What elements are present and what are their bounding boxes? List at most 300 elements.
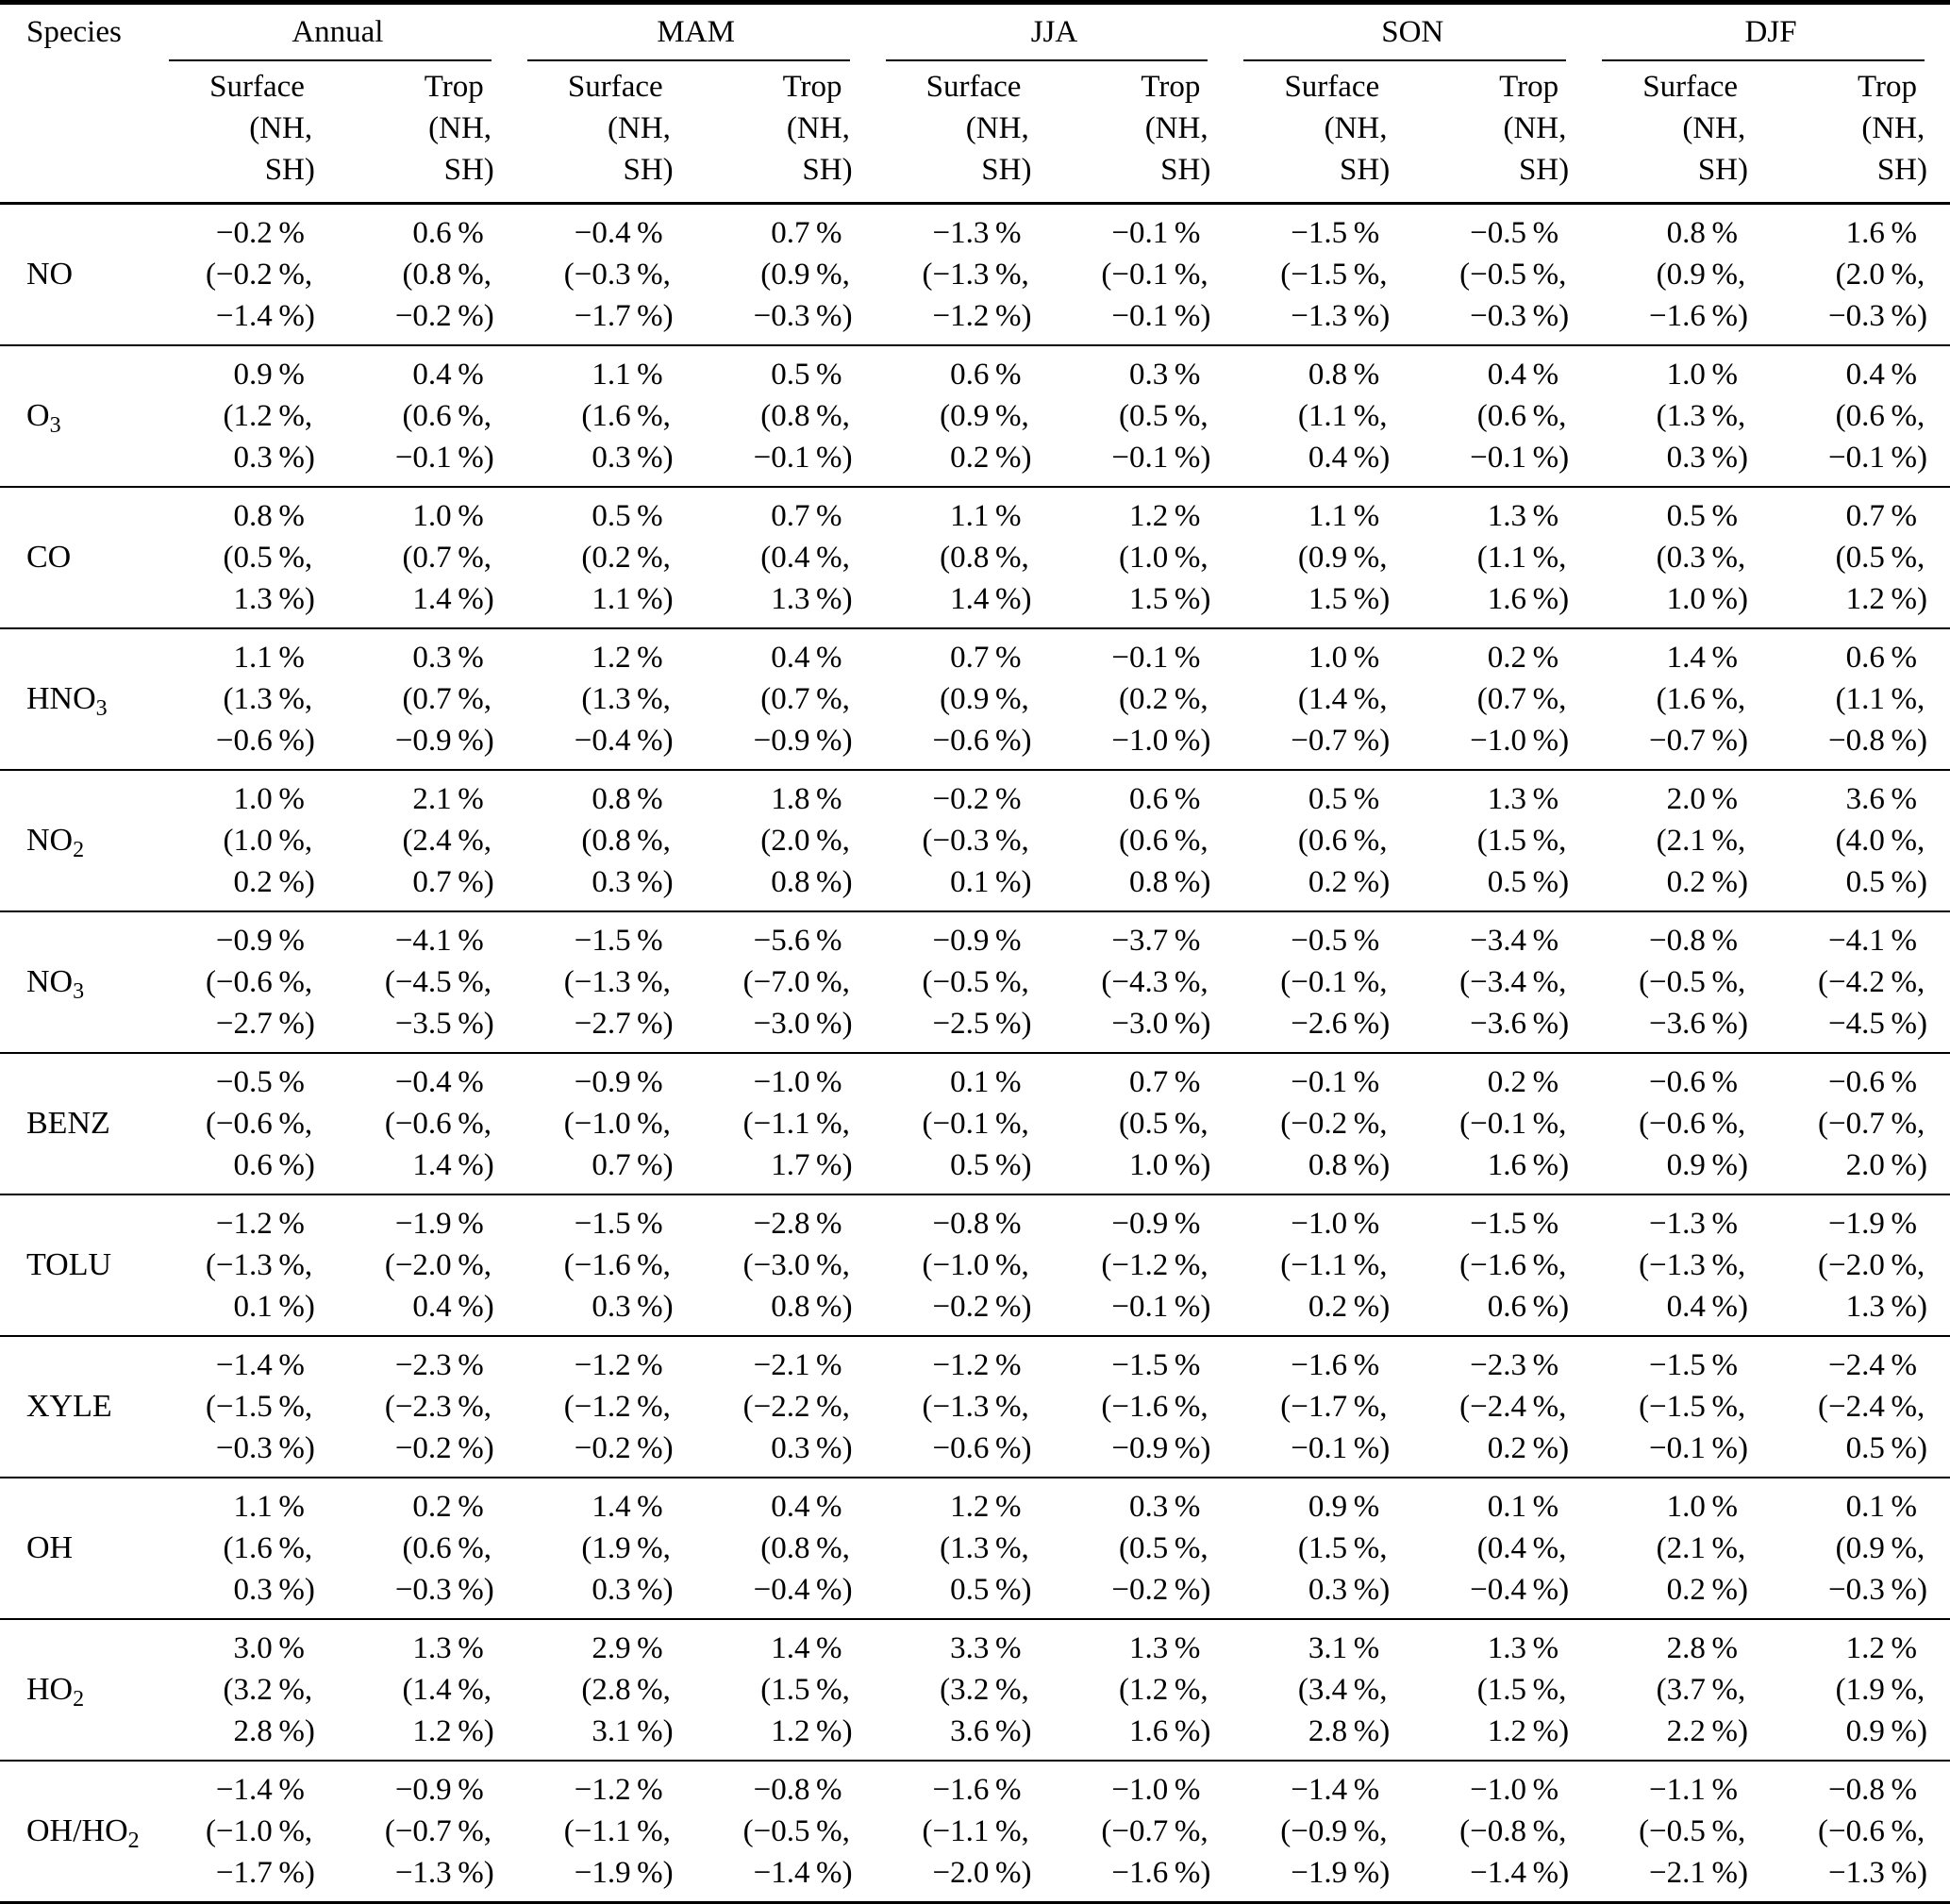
cell-line	[1592, 1428, 1771, 1469]
cell-line	[1771, 437, 1950, 478]
cell-value: (2.0 %	[760, 824, 842, 858]
group-rule	[527, 59, 850, 61]
table-cell	[1592, 345, 1771, 487]
table-cell	[1233, 1619, 1412, 1761]
table-cell	[875, 1194, 1055, 1336]
cell-line	[1233, 1669, 1412, 1711]
table-cell	[875, 345, 1055, 487]
cell-punctuation	[1379, 354, 1393, 395]
cell-punctuation: ,	[842, 682, 850, 716]
cell-line	[338, 920, 517, 961]
cell-punctuation: ,	[1558, 1531, 1567, 1565]
cell-line	[696, 1569, 875, 1611]
cell-punctuation	[842, 1628, 857, 1669]
cell-punctuation: )	[1738, 582, 1749, 616]
cell-punctuation: )	[1379, 865, 1391, 899]
cell-value: (1.3 %	[940, 1531, 1022, 1565]
table-cell	[1412, 1194, 1592, 1336]
cell-value: 1.3 %	[1845, 1290, 1917, 1324]
cell-value: 0.8 %	[1308, 358, 1380, 392]
table-cell	[158, 911, 338, 1053]
cell-punctuation	[1200, 1203, 1214, 1244]
cell-line	[1412, 1569, 1592, 1611]
cell-line	[1412, 66, 1592, 108]
cell-punctuation: ,	[1379, 682, 1388, 716]
cell-punctuation	[1200, 1769, 1214, 1811]
table-cell	[158, 1194, 338, 1336]
cell-value: 1.0 %	[1666, 582, 1739, 616]
group-rule	[886, 59, 1208, 61]
cell-punctuation	[484, 212, 498, 254]
cell-line	[1771, 720, 1950, 761]
cell-value: 2.1 %	[412, 782, 484, 816]
cell-punctuation: )	[1738, 865, 1749, 899]
cell-line	[875, 1428, 1055, 1469]
table-cell	[1054, 770, 1233, 911]
cell-value: (0.4 %	[760, 541, 842, 575]
cell-value: 0.2 %	[1487, 1431, 1559, 1465]
cell-value: 0.6 %	[412, 216, 484, 250]
cell-value: 0.6 %	[1487, 1290, 1559, 1324]
table-cell	[1771, 345, 1950, 487]
cell-punctuation: )	[1200, 724, 1211, 758]
cell-punctuation: ,	[1379, 1248, 1388, 1282]
cell-punctuation: )	[842, 1573, 853, 1607]
cell-line	[696, 1528, 875, 1569]
cell-line	[1054, 1386, 1233, 1428]
table-cell	[1054, 911, 1233, 1053]
cell-line	[1771, 1386, 1950, 1428]
cell-value: −0.5 %	[1470, 216, 1559, 250]
cell-line	[338, 537, 517, 578]
table-cell	[875, 1478, 1055, 1619]
species-column-header: Species	[26, 15, 122, 49]
table-cell	[1592, 1478, 1771, 1619]
group-header-mam	[517, 3, 875, 63]
table-cell	[1054, 487, 1233, 628]
cell-value: Surface	[1642, 70, 1739, 104]
cell-value: 0.7 %	[1845, 499, 1917, 533]
cell-line	[1054, 1103, 1233, 1144]
cell-line	[1412, 1528, 1592, 1569]
cell-punctuation: ,	[483, 1814, 492, 1848]
cell-punctuation: )	[1738, 153, 1749, 187]
cell-value: 1.0 %	[1666, 358, 1739, 392]
table-cell	[1771, 1336, 1950, 1478]
cell-line	[517, 1569, 696, 1611]
cell-line	[1054, 1486, 1233, 1528]
cell-value: −3.4 %	[1470, 924, 1559, 958]
cell-punctuation: )	[842, 1290, 853, 1324]
cell-line	[1592, 1244, 1771, 1286]
cell-punctuation	[842, 1203, 857, 1244]
cell-value: 2.8 %	[233, 1714, 305, 1748]
cell-value: 1.0 %	[412, 499, 484, 533]
cell-punctuation: )	[1200, 299, 1211, 333]
cell-value: 0.9 %	[233, 358, 305, 392]
cell-value: −5.6 %	[753, 924, 842, 958]
cell-value: 0.2 %	[1666, 1573, 1739, 1607]
cell-punctuation: )	[662, 1573, 674, 1607]
cell-line	[696, 1003, 875, 1044]
cell-value: (0.7 %	[1476, 682, 1559, 716]
cell-value: 1.1 %	[1308, 499, 1380, 533]
table-row	[0, 1336, 1950, 1478]
cell-punctuation	[484, 1486, 498, 1528]
cell-value: (−0.2 %	[205, 258, 305, 292]
cell-value: 0.6 %	[950, 358, 1022, 392]
cell-punctuation: )	[1379, 441, 1391, 475]
cell-line	[696, 1711, 875, 1752]
cell-value: (NH	[965, 111, 1022, 145]
cell-punctuation: )	[1917, 1290, 1927, 1324]
cell-value: −2.7 %	[215, 1007, 305, 1041]
cell-value: (−4.5 %	[384, 965, 484, 999]
cell-punctuation: ,	[1021, 258, 1029, 292]
cell-value: 1.4 %	[1666, 641, 1739, 675]
cell-value: −1.6 %	[1291, 1348, 1380, 1382]
cell-line	[158, 1003, 338, 1044]
cell-punctuation: ,	[842, 111, 850, 145]
cell-value: −3.6 %	[1470, 1007, 1559, 1041]
cell-punctuation: ,	[1021, 399, 1029, 433]
cell-punctuation	[1917, 1061, 1931, 1103]
cell-line	[338, 820, 517, 861]
cell-punctuation: )	[483, 1007, 494, 1041]
cell-punctuation	[1021, 212, 1035, 254]
cell-line	[1054, 1003, 1233, 1044]
cell-value: 1.6 %	[1487, 582, 1559, 616]
table-cell	[1592, 204, 1771, 346]
cell-value: (0.6 %	[1476, 399, 1559, 433]
cell-value: −0.8 %	[1649, 924, 1739, 958]
cell-line	[1771, 495, 1950, 537]
cell-punctuation: ,	[1379, 824, 1388, 858]
cell-line	[1592, 295, 1771, 337]
cell-punctuation: ,	[1200, 1107, 1208, 1141]
cell-punctuation: ,	[1021, 1814, 1029, 1848]
cell-value: 1.4 %	[592, 1490, 663, 1524]
cell-value: 0.5 %	[1308, 782, 1380, 816]
cell-punctuation: )	[483, 1856, 494, 1890]
cell-punctuation	[1200, 354, 1214, 395]
cell-punctuation: )	[662, 1148, 674, 1182]
cell-value: (0.2 %	[581, 541, 663, 575]
cell-line	[158, 1203, 338, 1244]
cell-line	[1412, 295, 1592, 337]
cell-value: −0.3 %	[753, 299, 842, 333]
subheader-djf-surface	[1592, 62, 1771, 204]
cell-value: (1.5 %	[1297, 1531, 1380, 1565]
cell-line	[158, 495, 338, 537]
cell-punctuation	[1558, 920, 1573, 961]
cell-line	[158, 861, 338, 903]
cell-line	[1771, 1144, 1950, 1186]
cell-punctuation: )	[1021, 1290, 1032, 1324]
table-row	[0, 628, 1950, 770]
cell-punctuation	[842, 1769, 857, 1811]
cell-punctuation	[1558, 1203, 1573, 1244]
cell-line	[696, 861, 875, 903]
cell-line	[517, 578, 696, 620]
cell-punctuation: )	[662, 582, 674, 616]
cell-line	[338, 354, 517, 395]
cell-value: −0.2 %	[394, 1431, 484, 1465]
subheader-jja-trop	[1054, 62, 1233, 204]
cell-punctuation: ,	[1200, 258, 1208, 292]
table-cell	[1412, 1336, 1592, 1478]
cell-line	[1412, 1769, 1592, 1811]
cell-value: (1.5 %	[1476, 1673, 1559, 1707]
cell-value: (1.9 %	[581, 1531, 663, 1565]
cell-value: (−1.0 %	[563, 1107, 663, 1141]
cell-punctuation: ,	[662, 399, 671, 433]
table-row	[0, 487, 1950, 628]
cell-punctuation: )	[1917, 1007, 1927, 1041]
cell-value: −0.1 %	[1111, 441, 1201, 475]
cell-line	[517, 1811, 696, 1852]
table-cell	[1412, 770, 1592, 911]
cell-value: (−1.2 %	[563, 1390, 663, 1424]
table-cell	[338, 1478, 517, 1619]
table-cell	[1592, 911, 1771, 1053]
cell-line	[338, 1528, 517, 1569]
cell-punctuation: ,	[1021, 111, 1029, 145]
cell-value: (−0.5 %	[1639, 1814, 1739, 1848]
cell-line	[1771, 212, 1950, 254]
cell-punctuation: )	[662, 865, 674, 899]
cell-value: −1.9 %	[394, 1207, 484, 1241]
cell-punctuation	[1738, 1203, 1752, 1244]
cell-line	[875, 1103, 1055, 1144]
cell-value: (−1.1 %	[922, 1814, 1022, 1848]
cell-line	[1412, 920, 1592, 961]
cell-value: 1.0 %	[1308, 641, 1380, 675]
cell-line	[1233, 1769, 1412, 1811]
table-cell	[1233, 1336, 1412, 1478]
cell-punctuation: )	[662, 1714, 674, 1748]
cell-line	[338, 212, 517, 254]
table-row	[0, 1053, 1950, 1194]
cell-line	[875, 1286, 1055, 1328]
cell-line	[517, 1203, 696, 1244]
cell-value: −0.9 %	[574, 1065, 663, 1099]
cell-line	[1412, 1103, 1592, 1144]
cell-line	[158, 1061, 338, 1103]
cell-punctuation: )	[304, 724, 315, 758]
cell-punctuation: )	[1738, 1290, 1749, 1324]
cell-punctuation: )	[1738, 1573, 1749, 1607]
species-label: TOLU	[26, 1247, 112, 1282]
cell-line	[517, 1286, 696, 1328]
cell-punctuation: ,	[1917, 399, 1925, 433]
cell-line	[696, 820, 875, 861]
cell-line	[696, 1144, 875, 1186]
species-label: NO	[26, 257, 74, 292]
cell-punctuation: ,	[483, 965, 492, 999]
cell-line	[875, 1144, 1055, 1186]
cell-value: (−2.4 %	[1818, 1390, 1917, 1424]
cell-punctuation: ,	[1558, 1248, 1567, 1282]
cell-line	[875, 1669, 1055, 1711]
cell-line	[1054, 820, 1233, 861]
cell-punctuation: ,	[662, 824, 671, 858]
cell-line	[1592, 1528, 1771, 1569]
cell-value: 1.1 %	[592, 358, 663, 392]
cell-value: (−4.3 %	[1101, 965, 1201, 999]
cell-value: (NH	[1682, 111, 1739, 145]
cell-line	[158, 637, 338, 678]
cell-line	[1592, 66, 1771, 108]
cell-line	[517, 212, 696, 254]
cell-punctuation: ,	[1021, 965, 1029, 999]
header-sub-row	[0, 62, 1950, 204]
cell-punctuation: )	[1021, 1148, 1032, 1182]
cell-punctuation: )	[842, 1714, 853, 1748]
cell-punctuation	[842, 920, 857, 961]
cell-value: SH	[264, 153, 305, 187]
cell-punctuation: )	[1021, 153, 1032, 187]
cell-punctuation	[1917, 66, 1931, 108]
cell-line	[1592, 1486, 1771, 1528]
cell-value: (0.6 %	[402, 1531, 484, 1565]
cell-line	[1412, 1711, 1592, 1752]
cell-value: 0.9 %	[1845, 1714, 1917, 1748]
cell-punctuation: ,	[1917, 541, 1925, 575]
cell-line	[696, 495, 875, 537]
cell-value: 0.6 %	[1845, 641, 1917, 675]
cell-value: (−2.3 %	[384, 1390, 484, 1424]
cell-value: −0.8 %	[753, 1773, 842, 1807]
cell-value: (−0.6 %	[205, 965, 305, 999]
cell-value: (0.9 %	[940, 399, 1022, 433]
cell-line	[1054, 861, 1233, 903]
cell-line	[875, 1569, 1055, 1611]
cell-value: −0.3 %	[394, 1573, 484, 1607]
cell-value: 0.4 %	[1666, 1290, 1739, 1324]
cell-line	[1233, 1344, 1412, 1386]
cell-punctuation: )	[842, 299, 853, 333]
cell-line	[517, 437, 696, 478]
cell-value: −0.1 %	[1111, 1290, 1201, 1324]
cell-value: −0.6 %	[932, 724, 1022, 758]
cell-line	[158, 1144, 338, 1186]
cell-line	[1771, 861, 1950, 903]
cell-line	[1412, 108, 1592, 149]
cell-value: 1.2 %	[1487, 1714, 1559, 1748]
cell-line	[875, 66, 1055, 108]
cell-punctuation: )	[662, 441, 674, 475]
cell-punctuation: )	[1558, 865, 1570, 899]
cell-value: (−0.6 %	[384, 1107, 484, 1141]
group-header-annual	[158, 3, 517, 63]
cell-line	[1412, 1344, 1592, 1386]
cell-value: 3.6 %	[950, 1714, 1022, 1748]
cell-line	[517, 1061, 696, 1103]
table-cell	[158, 628, 338, 770]
table-cell	[1412, 1761, 1592, 1903]
cell-line	[1233, 354, 1412, 395]
cell-punctuation: ,	[304, 1673, 313, 1707]
cell-value: (0.7 %	[760, 682, 842, 716]
cell-line	[1233, 149, 1412, 191]
cell-punctuation	[484, 1344, 498, 1386]
cell-punctuation	[1558, 495, 1573, 537]
cell-line	[1412, 778, 1592, 820]
cell-line	[696, 66, 875, 108]
cell-value: −0.1 %	[1111, 641, 1201, 675]
cell-punctuation	[1379, 1628, 1393, 1669]
table-cell	[338, 1761, 517, 1903]
cell-punctuation	[1379, 778, 1393, 820]
cell-value: (−0.1 %	[1280, 965, 1380, 999]
subheader-mam-trop	[696, 62, 875, 204]
cell-line	[1233, 395, 1412, 437]
cell-line	[1592, 108, 1771, 149]
cell-value: −2.6 %	[1291, 1007, 1380, 1041]
cell-line	[158, 395, 338, 437]
cell-line	[338, 254, 517, 295]
cell-punctuation: ,	[662, 682, 671, 716]
cell-value: −0.2 %	[932, 782, 1022, 816]
cell-punctuation	[484, 495, 498, 537]
cell-value: (NH	[1324, 111, 1380, 145]
cell-line	[158, 1286, 338, 1328]
cell-value: (−7.0 %	[742, 965, 842, 999]
cell-punctuation: ,	[483, 1248, 492, 1282]
cell-line	[696, 920, 875, 961]
cell-punctuation: )	[1379, 299, 1391, 333]
cell-value: 0.4 %	[1487, 358, 1559, 392]
cell-line	[1412, 1811, 1592, 1852]
cell-punctuation: )	[483, 724, 494, 758]
cell-value: SH	[1160, 153, 1201, 187]
cell-line	[338, 1286, 517, 1328]
cell-value: (−0.9 %	[1280, 1814, 1380, 1848]
cell-line	[696, 149, 875, 191]
cell-line	[517, 1428, 696, 1469]
cell-line	[1771, 537, 1950, 578]
cell-value: 1.2 %	[771, 1714, 842, 1748]
cell-line	[1054, 637, 1233, 678]
cell-punctuation	[1917, 1203, 1931, 1244]
cell-line	[1592, 1769, 1771, 1811]
cell-value: −1.4 %	[753, 1856, 842, 1890]
cell-punctuation: )	[842, 1431, 853, 1465]
cell-value: Trop	[424, 70, 484, 104]
cell-line	[696, 1669, 875, 1711]
cell-line	[1412, 254, 1592, 295]
cell-line	[1771, 254, 1950, 295]
cell-value: −3.0 %	[1111, 1007, 1201, 1041]
cell-line	[1592, 149, 1771, 191]
cell-line	[875, 820, 1055, 861]
cell-line	[338, 295, 517, 337]
cell-line	[1054, 920, 1233, 961]
cell-punctuation: )	[1917, 1431, 1927, 1465]
cell-punctuation: ,	[1200, 682, 1208, 716]
cell-punctuation: )	[1379, 1148, 1391, 1182]
cell-punctuation: )	[1738, 1007, 1749, 1041]
cell-punctuation: ,	[304, 111, 313, 145]
cell-value: 0.3 %	[233, 441, 305, 475]
cell-value: −1.6 %	[1111, 1856, 1201, 1890]
cell-punctuation: ,	[1917, 258, 1925, 292]
cell-value: (0.6 %	[1835, 399, 1917, 433]
table-cell	[696, 204, 875, 346]
cell-punctuation: ,	[304, 682, 313, 716]
cell-line	[696, 1428, 875, 1469]
